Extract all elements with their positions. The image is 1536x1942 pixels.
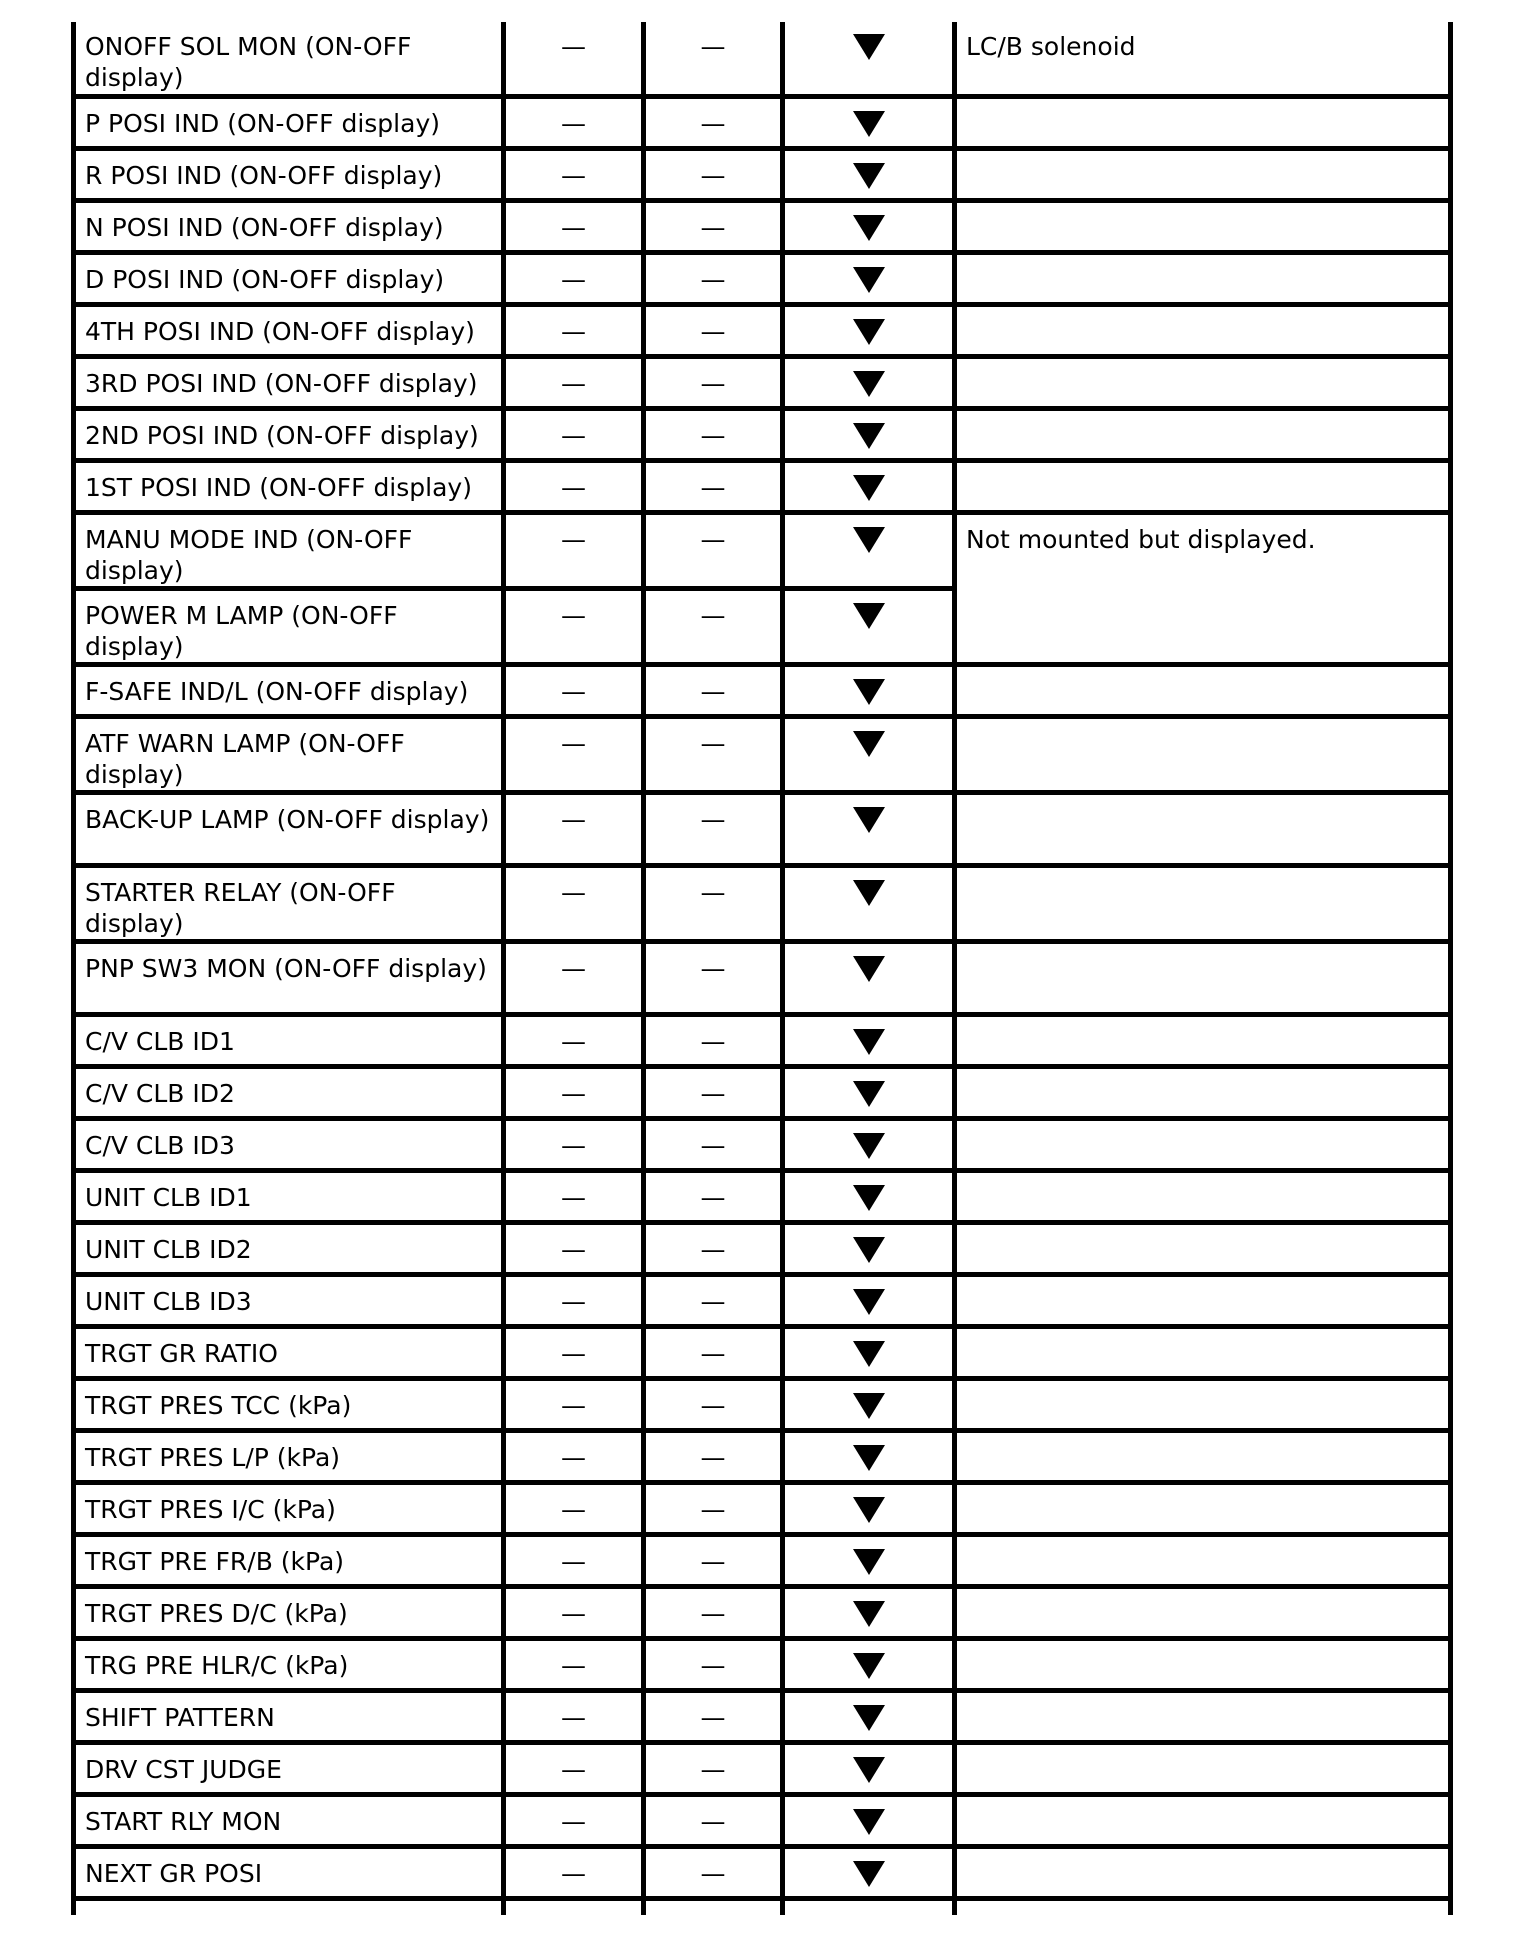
remarks-cell (955, 941, 1451, 1014)
selection-cell: — (644, 1482, 783, 1534)
remarks-cell (955, 252, 1451, 304)
selection-cell: — (644, 252, 783, 304)
table-row (74, 1326, 1451, 1378)
continuation-cell (644, 1898, 783, 1915)
down-triangle-icon (853, 880, 885, 906)
arrow-cell (783, 664, 955, 716)
arrow-cell (783, 1066, 955, 1118)
arrow-cell (783, 1274, 955, 1326)
selection-cell: — (644, 512, 783, 588)
arrow-cell (783, 148, 955, 200)
table-row (74, 1794, 1451, 1846)
arrow-cell (783, 1846, 955, 1898)
arrow-cell (783, 1534, 955, 1586)
main-signal-cell: — (504, 1586, 644, 1638)
main-signal-cell: — (504, 1326, 644, 1378)
remarks-cell: Not mounted but displayed. (955, 512, 1451, 664)
remarks-cell (955, 1794, 1451, 1846)
selection-cell: — (644, 1534, 783, 1586)
down-triangle-icon (853, 371, 885, 397)
main-signal-cell: — (504, 1118, 644, 1170)
remarks-cell (955, 1638, 1451, 1690)
table-row (74, 1118, 1451, 1170)
item-name-cell: P POSI IND (ON-OFF display) (74, 96, 504, 148)
selection-cell: — (644, 22, 783, 96)
main-signal-cell: — (504, 512, 644, 588)
arrow-cell (783, 200, 955, 252)
down-triangle-icon (853, 956, 885, 982)
main-signal-cell: — (504, 865, 644, 941)
main-signal-cell: — (504, 460, 644, 512)
remarks-cell (955, 1170, 1451, 1222)
item-name-cell: BACK-UP LAMP (ON-OFF display) (74, 792, 504, 865)
remarks-cell (955, 1846, 1451, 1898)
down-triangle-icon (853, 1601, 885, 1627)
main-signal-cell: — (504, 941, 644, 1014)
down-triangle-icon (853, 34, 885, 60)
arrow-cell (783, 792, 955, 865)
selection-cell: — (644, 304, 783, 356)
down-triangle-icon (853, 807, 885, 833)
selection-cell: — (644, 1274, 783, 1326)
arrow-cell (783, 1014, 955, 1066)
remarks-cell (955, 408, 1451, 460)
main-signal-cell: — (504, 96, 644, 148)
item-name-cell: START RLY MON (74, 1794, 504, 1846)
data-monitor-table (71, 22, 1453, 1915)
down-triangle-icon (853, 163, 885, 189)
selection-cell: — (644, 1846, 783, 1898)
remarks-cell: LC/B solenoid (955, 22, 1451, 96)
selection-cell: — (644, 408, 783, 460)
remarks-cell (955, 1066, 1451, 1118)
item-name-cell: N POSI IND (ON-OFF display) (74, 200, 504, 252)
arrow-cell (783, 865, 955, 941)
main-signal-cell: — (504, 22, 644, 96)
item-name-cell: 3RD POSI IND (ON-OFF display) (74, 356, 504, 408)
continuation-cell (955, 1898, 1451, 1915)
selection-cell: — (644, 1690, 783, 1742)
table-row (74, 304, 1451, 356)
selection-cell: — (644, 460, 783, 512)
remarks-cell (955, 664, 1451, 716)
table-row (74, 1638, 1451, 1690)
table-row (74, 22, 1451, 96)
remarks-cell (955, 1586, 1451, 1638)
remarks-cell (955, 460, 1451, 512)
down-triangle-icon (853, 1549, 885, 1575)
table-row (74, 1430, 1451, 1482)
selection-cell: — (644, 1118, 783, 1170)
arrow-cell (783, 1690, 955, 1742)
remarks-cell (955, 96, 1451, 148)
table-row (74, 865, 1451, 941)
table-row (74, 664, 1451, 716)
arrow-cell (783, 252, 955, 304)
arrow-cell (783, 1118, 955, 1170)
table-row (74, 1742, 1451, 1794)
arrow-cell (783, 716, 955, 792)
main-signal-cell: — (504, 200, 644, 252)
item-name-cell: TRGT PRES I/C (kPa) (74, 1482, 504, 1534)
table-row (74, 1222, 1451, 1274)
remarks-cell (955, 1118, 1451, 1170)
continuation-cell (504, 1898, 644, 1915)
selection-cell: — (644, 1222, 783, 1274)
table-row (74, 1274, 1451, 1326)
item-name-cell: C/V CLB ID3 (74, 1118, 504, 1170)
selection-cell: — (644, 1378, 783, 1430)
down-triangle-icon (853, 319, 885, 345)
table-row (74, 460, 1451, 512)
main-signal-cell: — (504, 148, 644, 200)
arrow-cell (783, 941, 955, 1014)
item-name-cell: TRGT PRE FR/B (kPa) (74, 1534, 504, 1586)
down-triangle-icon (853, 475, 885, 501)
arrow-cell (783, 304, 955, 356)
table-row (74, 1066, 1451, 1118)
arrow-cell (783, 96, 955, 148)
down-triangle-icon (853, 1393, 885, 1419)
table-row (74, 1170, 1451, 1222)
selection-cell: — (644, 200, 783, 252)
down-triangle-icon (853, 267, 885, 293)
arrow-cell (783, 1326, 955, 1378)
arrow-cell (783, 1170, 955, 1222)
selection-cell: — (644, 1430, 783, 1482)
item-name-cell: TRGT PRES TCC (kPa) (74, 1378, 504, 1430)
remarks-cell (955, 1014, 1451, 1066)
selection-cell: — (644, 1014, 783, 1066)
remarks-cell (955, 716, 1451, 792)
selection-cell: — (644, 1066, 783, 1118)
table-row (74, 96, 1451, 148)
arrow-cell (783, 1222, 955, 1274)
table-body (74, 22, 1451, 1915)
main-signal-cell: — (504, 1066, 644, 1118)
down-triangle-icon (853, 1497, 885, 1523)
main-signal-cell: — (504, 1222, 644, 1274)
remarks-cell (955, 1378, 1451, 1430)
item-name-cell: C/V CLB ID1 (74, 1014, 504, 1066)
down-triangle-icon (853, 1341, 885, 1367)
item-name-cell: 1ST POSI IND (ON-OFF display) (74, 460, 504, 512)
selection-cell: — (644, 1794, 783, 1846)
table-row (74, 716, 1451, 792)
arrow-cell (783, 22, 955, 96)
table-row (74, 1014, 1451, 1066)
selection-cell: — (644, 1326, 783, 1378)
arrow-cell (783, 1638, 955, 1690)
remarks-cell (955, 356, 1451, 408)
selection-cell: — (644, 941, 783, 1014)
arrow-cell (783, 588, 955, 664)
main-signal-cell: — (504, 1430, 644, 1482)
item-name-cell: TRG PRE HLR/C (kPa) (74, 1638, 504, 1690)
remarks-cell (955, 1742, 1451, 1794)
main-signal-cell: — (504, 1274, 644, 1326)
continuation-cell (74, 1898, 504, 1915)
item-name-cell: MANU MODE IND (ON-OFF display) (74, 512, 504, 588)
item-name-cell: TRGT PRES L/P (kPa) (74, 1430, 504, 1482)
item-name-cell: POWER M LAMP (ON-OFF display) (74, 588, 504, 664)
item-name-cell: D POSI IND (ON-OFF display) (74, 252, 504, 304)
arrow-cell (783, 356, 955, 408)
remarks-cell (955, 1274, 1451, 1326)
down-triangle-icon (853, 1809, 885, 1835)
main-signal-cell: — (504, 1742, 644, 1794)
table-row (74, 792, 1451, 865)
main-signal-cell: — (504, 1690, 644, 1742)
down-triangle-icon (853, 1861, 885, 1887)
item-name-cell: UNIT CLB ID1 (74, 1170, 504, 1222)
main-signal-cell: — (504, 716, 644, 792)
selection-cell: — (644, 792, 783, 865)
down-triangle-icon (853, 1445, 885, 1471)
main-signal-cell: — (504, 1534, 644, 1586)
down-triangle-icon (853, 1081, 885, 1107)
remarks-cell (955, 148, 1451, 200)
arrow-cell (783, 1586, 955, 1638)
item-name-cell: NEXT GR POSI (74, 1846, 504, 1898)
table-row (74, 1482, 1451, 1534)
table-row (74, 1586, 1451, 1638)
main-signal-cell: — (504, 1170, 644, 1222)
item-name-cell: TRGT GR RATIO (74, 1326, 504, 1378)
remarks-cell (955, 1534, 1451, 1586)
table-row (74, 408, 1451, 460)
item-name-cell: STARTER RELAY (ON-OFF display) (74, 865, 504, 941)
table-row (74, 941, 1451, 1014)
main-signal-cell: — (504, 664, 644, 716)
remarks-cell (955, 792, 1451, 865)
remarks-cell (955, 1482, 1451, 1534)
table-row (74, 1690, 1451, 1742)
table-row (74, 200, 1451, 252)
table-row (74, 356, 1451, 408)
down-triangle-icon (853, 1289, 885, 1315)
item-name-cell: R POSI IND (ON-OFF display) (74, 148, 504, 200)
down-triangle-icon (853, 731, 885, 757)
data-monitor-table-container (71, 22, 1453, 1915)
main-signal-cell: — (504, 588, 644, 664)
table-continuation (74, 1898, 1451, 1915)
remarks-cell (955, 1326, 1451, 1378)
down-triangle-icon (853, 1705, 885, 1731)
main-signal-cell: — (504, 1014, 644, 1066)
item-name-cell: PNP SW3 MON (ON-OFF display) (74, 941, 504, 1014)
main-signal-cell: — (504, 1794, 644, 1846)
item-name-cell: UNIT CLB ID2 (74, 1222, 504, 1274)
remarks-cell (955, 865, 1451, 941)
down-triangle-icon (853, 1029, 885, 1055)
down-triangle-icon (853, 111, 885, 137)
remarks-cell (955, 1222, 1451, 1274)
remarks-cell (955, 304, 1451, 356)
arrow-cell (783, 1742, 955, 1794)
item-name-cell: 2ND POSI IND (ON-OFF display) (74, 408, 504, 460)
remarks-cell (955, 1430, 1451, 1482)
item-name-cell: TRGT PRES D/C (kPa) (74, 1586, 504, 1638)
main-signal-cell: — (504, 1378, 644, 1430)
arrow-cell (783, 512, 955, 588)
main-signal-cell: — (504, 408, 644, 460)
table-row (74, 1378, 1451, 1430)
down-triangle-icon (853, 527, 885, 553)
selection-cell: — (644, 1742, 783, 1794)
table-row (74, 148, 1451, 200)
item-name-cell: C/V CLB ID2 (74, 1066, 504, 1118)
down-triangle-icon (853, 1133, 885, 1159)
main-signal-cell: — (504, 1482, 644, 1534)
table-row (74, 252, 1451, 304)
selection-cell: — (644, 865, 783, 941)
down-triangle-icon (853, 679, 885, 705)
down-triangle-icon (853, 1185, 885, 1211)
selection-cell: — (644, 664, 783, 716)
main-signal-cell: — (504, 1846, 644, 1898)
main-signal-cell: — (504, 792, 644, 865)
item-name-cell: ATF WARN LAMP (ON-OFF display) (74, 716, 504, 792)
item-name-cell: 4TH POSI IND (ON-OFF display) (74, 304, 504, 356)
item-name-cell: SHIFT PATTERN (74, 1690, 504, 1742)
item-name-cell: F-SAFE IND/L (ON-OFF display) (74, 664, 504, 716)
selection-cell: — (644, 96, 783, 148)
arrow-cell (783, 1482, 955, 1534)
main-signal-cell: — (504, 304, 644, 356)
arrow-cell (783, 1794, 955, 1846)
continuation-cell (783, 1898, 955, 1915)
arrow-cell (783, 1378, 955, 1430)
remarks-cell (955, 200, 1451, 252)
arrow-cell (783, 460, 955, 512)
selection-cell: — (644, 716, 783, 792)
down-triangle-icon (853, 423, 885, 449)
selection-cell: — (644, 148, 783, 200)
down-triangle-icon (853, 603, 885, 629)
down-triangle-icon (853, 1653, 885, 1679)
down-triangle-icon (853, 1237, 885, 1263)
item-name-cell: UNIT CLB ID3 (74, 1274, 504, 1326)
selection-cell: — (644, 588, 783, 664)
table-row (74, 1846, 1451, 1898)
remarks-cell (955, 1690, 1451, 1742)
selection-cell: — (644, 1638, 783, 1690)
item-name-cell: ONOFF SOL MON (ON-OFF display) (74, 22, 504, 96)
down-triangle-icon (853, 1757, 885, 1783)
table-row (74, 512, 1451, 588)
main-signal-cell: — (504, 252, 644, 304)
item-name-cell: DRV CST JUDGE (74, 1742, 504, 1794)
arrow-cell (783, 408, 955, 460)
selection-cell: — (644, 356, 783, 408)
selection-cell: — (644, 1586, 783, 1638)
selection-cell: — (644, 1170, 783, 1222)
table-row (74, 1534, 1451, 1586)
main-signal-cell: — (504, 1638, 644, 1690)
down-triangle-icon (853, 215, 885, 241)
arrow-cell (783, 1430, 955, 1482)
main-signal-cell: — (504, 356, 644, 408)
